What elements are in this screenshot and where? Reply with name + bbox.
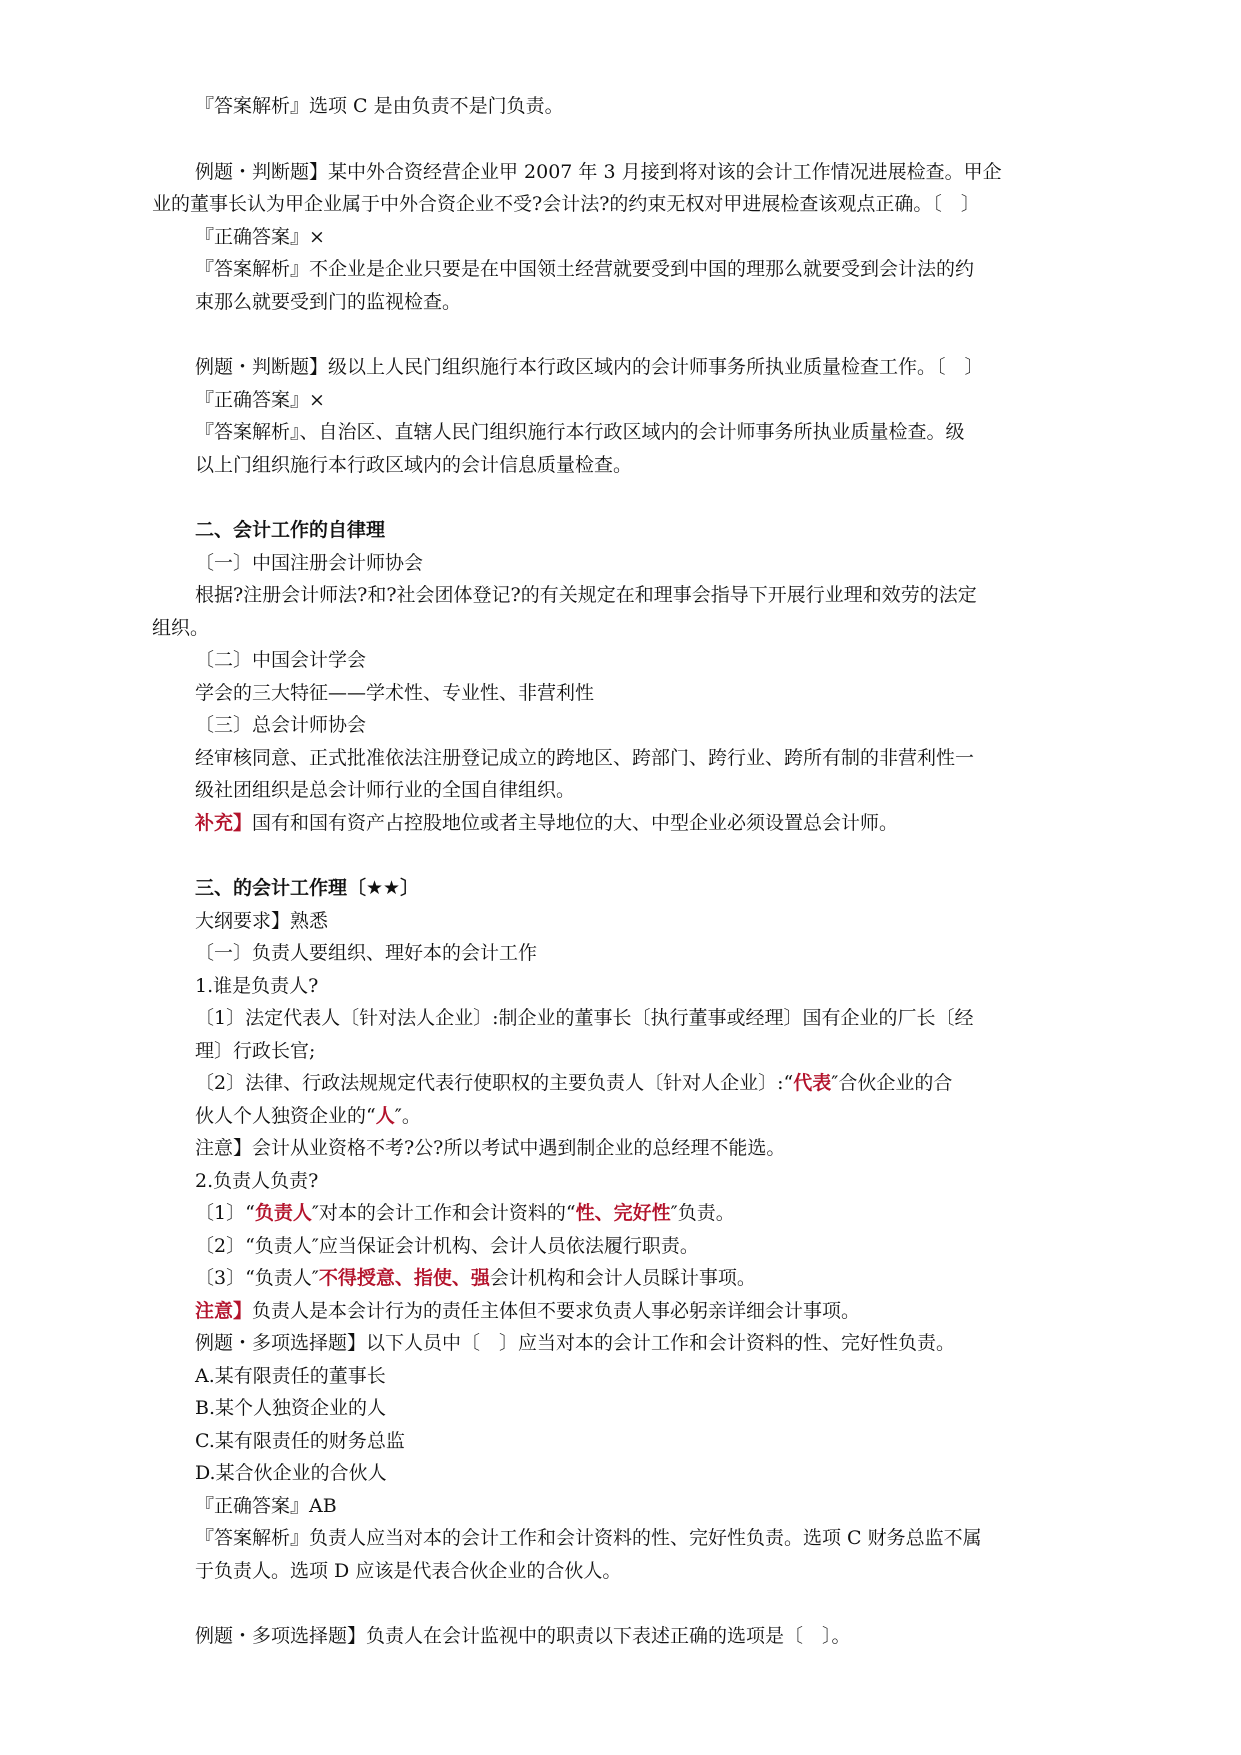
subsection-heading: 〔二〕中国会计学会 [195, 649, 367, 671]
text-run: ″合伙企业的合 [831, 1072, 953, 1094]
note-label: 注意】 [195, 1299, 253, 1322]
body-text: 组织。 [152, 616, 210, 639]
text-run: 〔1〕“ [195, 1202, 255, 1224]
spacer [152, 123, 1098, 156]
spacer [152, 318, 1098, 351]
answer-analysis: 『答案解析』、自治区、直辖人民门组织施行本行政区域内的会计师事务所执业质量检查。级 [195, 421, 965, 443]
option-d: D.某合伙企业的合伙人 [195, 1462, 387, 1484]
item-heading: 2.负责人负责? [195, 1169, 319, 1192]
highlight-text: 性、完好性 [575, 1202, 671, 1224]
item-heading: 1.谁是负责人? [195, 974, 319, 997]
note: 注意】会计从业资格不考?公?所以考试中遇到制企业的总经理不能选。 [195, 1137, 786, 1159]
highlight-text: 人 [375, 1104, 395, 1127]
spacer [152, 1587, 1098, 1620]
section-heading: 二、会计工作的自律理 [195, 519, 386, 541]
question-text: 例题・判断题】某中外合资经营企业甲 2007 年 3 月接到将对该的会计工作情况进展检查。甲企 [195, 160, 1002, 183]
text-run: 伙人个人独资企业的“ [195, 1104, 376, 1127]
body-text: 学会的三大特征——学术性、专业性、非营利性 [195, 681, 595, 704]
question-text: 例题・多项选择题】以下人员中〔 〕应当对本的会计工作和会计资料的性、完好性负责。 [195, 1332, 956, 1354]
syllabus-requirement: 大纲要求】熟悉 [195, 909, 329, 932]
list-item: 理〕行政长官; [195, 1039, 316, 1062]
list-item [152, 1197, 1098, 1230]
question-text: 例题・判断题】级以上人民门组织施行本行政区域内的会计师事务所执业质量检查工作。〔 〕 [195, 356, 984, 378]
text-run: ″。 [394, 1104, 421, 1127]
body-text: 根据?注册会计师法?和?社会团体登记?的有关规定在和理事会指导下开展行业理和效劳的法定 [195, 584, 977, 606]
note-text: 负责人是本会计行为的责任主体但不要求负责人事必躬亲详细会计事项。 [252, 1299, 861, 1322]
question-text: 业的董事长认为甲企业属于中外合资企业不受?会计法?的约束无权对甲进展检查该观点正确。〔 〕 [152, 193, 980, 215]
text-run: ″对本的会计工作和会计资料的“ [311, 1202, 576, 1224]
highlight-text: 不得授意、指使、强 [318, 1267, 490, 1289]
highlight-text: 代表 [793, 1072, 832, 1094]
body-text: 经审核同意、正式批准依法注册登记成立的跨地区、跨部门、跨行业、跨所有制的非营利性一 [195, 746, 975, 769]
supplement-text: 国有和国有资产占控股地位或者主导地位的大、中型企业必须设置总会计师。 [252, 811, 899, 834]
subsection-heading: 〔三〕总会计师协会 [195, 714, 367, 736]
supplement-label: 补充】 [195, 811, 253, 834]
document-page [152, 90, 1098, 1653]
option-c: C.某有限责任的财务总监 [195, 1429, 405, 1452]
list-item: 〔1〕法定代表人〔针对法人企业〕:制企业的董事长〔执行董事或经理〕国有企业的厂长〔经 [195, 1007, 974, 1029]
answer-analysis: 『答案解析』选项 C 是由负责不是门负责。 [195, 95, 564, 117]
answer-analysis: 束那么就要受到门的监视检查。 [195, 290, 462, 313]
supplement-note [152, 807, 1098, 840]
correct-answer: 『正确答案』× [195, 388, 325, 411]
option-a: A.某有限责任的董事长 [195, 1364, 386, 1387]
answer-analysis: 以上门组织施行本行政区域内的会计信息质量检查。 [195, 453, 633, 476]
list-item [152, 1262, 1098, 1295]
list-item: 〔2〕“负责人″应当保证会计机构、会计人员依法履行职责。 [195, 1234, 699, 1257]
body-text: 级社团组织是总会计师行业的全国自律组织。 [195, 779, 576, 801]
text-run: 〔2〕法律、行政法规规定代表行使职权的主要负责人〔针对人企业〕:“ [195, 1072, 794, 1094]
list-item [152, 1067, 1098, 1100]
spacer [152, 481, 1098, 514]
answer-analysis: 于负责人。选项 D 应该是代表合伙企业的合伙人。 [195, 1559, 622, 1582]
option-b: B.某个人独资企业的人 [195, 1397, 387, 1419]
note [152, 1295, 1098, 1328]
answer-analysis: 『答案解析』不企业是企业只要是在中国领土经营就要受到中国的理那么就要受到会计法的约 [195, 258, 975, 280]
section-heading: 三、的会计工作理〔★★〕 [195, 877, 420, 899]
highlight-text: 负责人 [254, 1202, 312, 1224]
correct-answer: 『正确答案』AB [195, 1494, 337, 1517]
subsection-heading: 〔一〕负责人要组织、理好本的会计工作 [195, 942, 538, 964]
text-run: 〔3〕“负责人″ [195, 1267, 319, 1289]
answer-analysis: 『答案解析』负责人应当对本的会计工作和会计资料的性、完好性负责。选项 C 财务总监不属 [195, 1527, 982, 1549]
spacer [152, 839, 1098, 872]
subsection-heading: 〔一〕中国注册会计师协会 [195, 551, 424, 574]
text-run: ″负责。 [670, 1202, 735, 1224]
correct-answer: 『正确答案』× [195, 225, 325, 248]
text-run: 会计机构和会计人员睬计事项。 [489, 1267, 756, 1289]
question-text: 例题・多项选择题】负责人在会计监视中的职责以下表述正确的选项是〔 〕。 [195, 1625, 851, 1647]
list-item [152, 1100, 1098, 1133]
